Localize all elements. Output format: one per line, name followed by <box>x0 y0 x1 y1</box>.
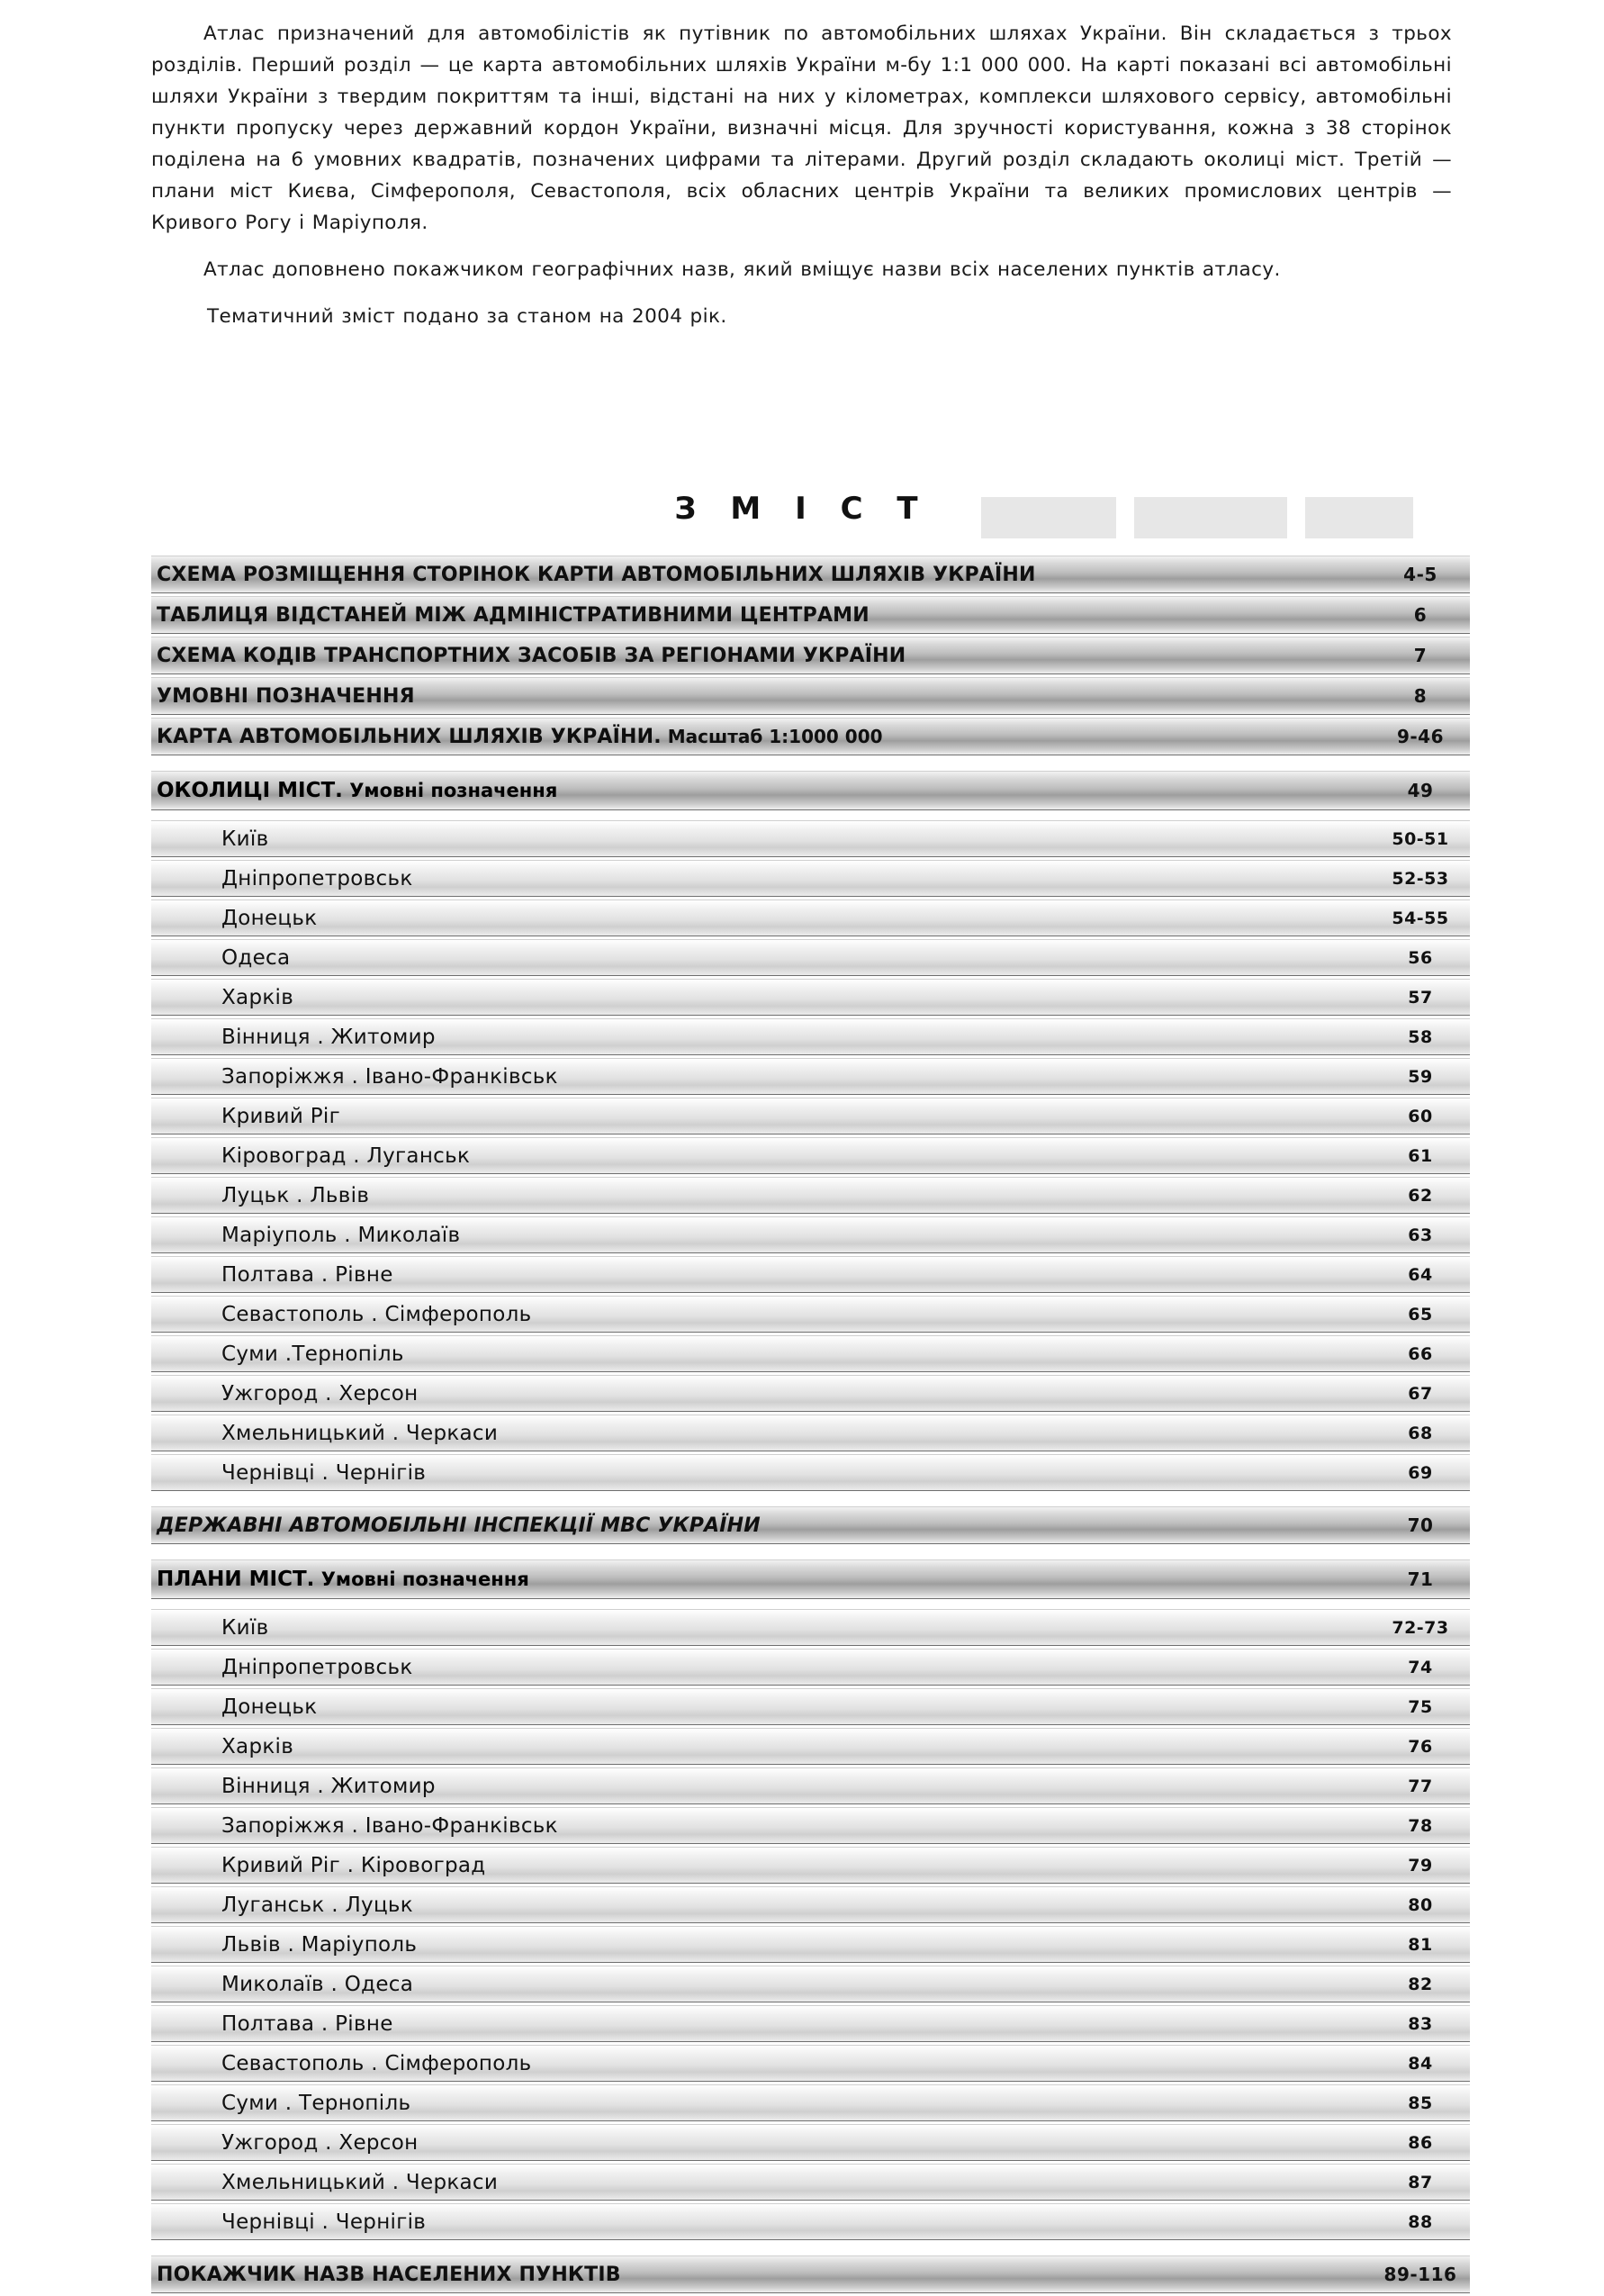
toc-row-label: СХЕМА РОЗМІЩЕННЯ СТОРІНОК КАРТИ АВТОМОБІЛЬНИХ ШЛЯХІВ УКРАЇНИ <box>157 563 1036 586</box>
toc-row-label: Севастополь . Сімферополь <box>221 2051 532 2075</box>
toc-row-pages: 74 <box>1408 1657 1433 1677</box>
toc-row-label: Одеса <box>221 945 291 970</box>
toc-row-pages: 60 <box>1408 1106 1433 1126</box>
toc-row-pages: 63 <box>1408 1225 1433 1245</box>
toc-row-pages: 89-116 <box>1383 2264 1457 2285</box>
toc-row[interactable] <box>151 1847 1470 1884</box>
toc-row[interactable] <box>151 677 1470 715</box>
toc-row-label: Миколаїв . Одеса <box>221 1972 414 1996</box>
toc-row[interactable] <box>151 1256 1470 1293</box>
toc-row-pages: 71 <box>1407 1568 1434 1590</box>
toc-row-pages: 59 <box>1408 1066 1433 1087</box>
toc-row-label: Донецьк <box>221 1695 318 1719</box>
toc-row-pages: 87 <box>1408 2172 1433 2192</box>
toc-row[interactable] <box>151 1335 1470 1372</box>
toc-row-pages: 84 <box>1408 2053 1433 2074</box>
toc-row-pages: 78 <box>1408 1815 1433 1836</box>
contents-list <box>151 556 1470 2296</box>
toc-row-pages: 68 <box>1408 1423 1433 1443</box>
toc-row[interactable] <box>151 2084 1470 2121</box>
toc-row-label: Львів . Маріуполь <box>221 1932 418 1957</box>
toc-row-pages: 66 <box>1408 1343 1433 1364</box>
toc-row-label: ПОКАЖЧИК НАЗВ НАСЕЛЕНИХ ПУНКТІВ <box>157 2263 621 2286</box>
toc-row-pages: 75 <box>1408 1696 1433 1717</box>
toc-row-label: Суми . Тернопіль <box>221 2091 411 2115</box>
toc-row[interactable] <box>151 899 1470 936</box>
toc-row-pages: 62 <box>1408 1185 1433 1206</box>
toc-row-label: Чернівці . Чернігів <box>221 1460 427 1485</box>
toc-row[interactable] <box>151 1506 1470 1544</box>
toc-row-label: Чернівці . Чернігів <box>221 2210 427 2234</box>
toc-row-pages: 50-51 <box>1392 828 1449 849</box>
toc-row-label: Вінниця . Житомир <box>221 1774 436 1798</box>
toc-row-label-sub: Умовні позначення <box>342 780 558 801</box>
toc-row-pages: 72-73 <box>1392 1617 1449 1638</box>
toc-row-label: Дніпропетровськ <box>221 866 413 890</box>
toc-row-pages: 8 <box>1413 685 1428 707</box>
toc-row[interactable] <box>151 1886 1470 1923</box>
toc-row[interactable] <box>151 1807 1470 1844</box>
toc-row-pages: 49 <box>1407 780 1434 801</box>
toc-row-pages: 70 <box>1407 1514 1434 1536</box>
toc-row[interactable] <box>151 1296 1470 1333</box>
toc-row-label: Запоріжжя . Івано-Франківськ <box>221 1064 558 1089</box>
toc-row[interactable] <box>151 1926 1470 1963</box>
toc-row[interactable] <box>151 771 1470 810</box>
toc-row-label: Донецьк <box>221 906 318 930</box>
toc-row[interactable] <box>151 718 1470 755</box>
toc-row-label: Хмельницький . Черкаси <box>221 2170 499 2194</box>
toc-row-pages: 64 <box>1408 1264 1433 1285</box>
toc-row-pages: 86 <box>1408 2132 1433 2153</box>
toc-row-label: Київ <box>221 827 269 851</box>
intro-paragraph-3: Тематичний зміст подано за станом на 2004 рік. <box>207 305 727 328</box>
toc-row-label: Київ <box>221 1615 269 1640</box>
toc-row-pages: 85 <box>1408 2093 1433 2113</box>
toc-row-label: Луганськ . Луцьк <box>221 1893 413 1917</box>
toc-row-label: СХЕМА КОДІВ ТРАНСПОРТНИХ ЗАСОБІВ ЗА РЕГІОНАМИ УКРАЇНИ <box>157 644 906 667</box>
toc-row-pages: 76 <box>1408 1736 1433 1757</box>
toc-row[interactable] <box>151 2124 1470 2161</box>
toc-row[interactable] <box>151 1375 1470 1412</box>
toc-row-pages: 54-55 <box>1392 908 1449 928</box>
toc-row-pages: 81 <box>1408 1934 1433 1955</box>
toc-row-pages: 67 <box>1408 1383 1433 1404</box>
toc-row[interactable] <box>151 1966 1470 2002</box>
toc-row-label: Луцьк . Львів <box>221 1183 370 1207</box>
toc-row-pages: 58 <box>1408 1026 1433 1047</box>
toc-row[interactable] <box>151 820 1470 857</box>
toc-row-pages: 56 <box>1408 947 1433 968</box>
toc-row[interactable] <box>151 2164 1470 2201</box>
toc-row[interactable] <box>151 860 1470 897</box>
toc-row[interactable] <box>151 1177 1470 1214</box>
toc-row[interactable] <box>151 2045 1470 2082</box>
toc-row[interactable] <box>151 1137 1470 1174</box>
toc-row[interactable] <box>151 556 1470 593</box>
toc-row-pages: 79 <box>1408 1855 1433 1876</box>
toc-row-pages: 82 <box>1408 1974 1433 1994</box>
toc-row-label: Запоріжжя . Івано-Франківськ <box>221 1813 558 1838</box>
toc-row-label: Вінниця . Житомир <box>221 1025 436 1049</box>
toc-row-label: УМОВНІ ПОЗНАЧЕННЯ <box>157 684 415 708</box>
toc-row-label: Дніпропетровськ <box>221 1655 413 1679</box>
toc-row-label: Севастополь . Сімферополь <box>221 1302 532 1326</box>
toc-row-pages: 57 <box>1408 987 1433 1008</box>
toc-row[interactable] <box>151 1559 1470 1599</box>
toc-row-label: Полтава . Рівне <box>221 2011 393 2036</box>
toc-row-pages: 69 <box>1408 1462 1433 1483</box>
toc-row-label: Кривий Ріг . Кіровоград <box>221 1853 486 1877</box>
toc-row[interactable] <box>151 2203 1470 2240</box>
toc-row-pages: 61 <box>1408 1145 1433 1166</box>
list-spacer <box>151 758 1470 771</box>
toc-row-pages: 7 <box>1413 645 1428 666</box>
toc-row-label: ДЕРЖАВНІ АВТОМОБІЛЬНІ ІНСПЕКЦІЇ МВС УКРАЇНИ <box>157 1514 761 1537</box>
toc-row[interactable] <box>151 1018 1470 1055</box>
toc-row-label: Хмельницький . Черкаси <box>221 1421 499 1445</box>
toc-row-pages: 77 <box>1408 1776 1433 1796</box>
list-spacer <box>151 813 1470 820</box>
toc-row[interactable] <box>151 596 1470 634</box>
toc-row-label: Харків <box>221 1734 294 1758</box>
intro-paragraph-1: Атлас призначений для автомобілістів як путівник по автомобільних шляхах України. Він складається з трьох розділів. Перший розділ — це карта автомобільних шляхів України м-бу 1:1 000 000. На карті показані всі автомобільні шляхи України з твердим покриттям та інші, відстані на них у кілометрах, комплекси шляхового сервісу, автомобільні пункти пропуску через державний кордон України, визначні місця. Для зручності користування, кожна з 38 сторінок поділена на 6 умовних квадратів, позначених цифрами та літерами. Другий розділ складають околиці міст. Третій — плани міст Києва, Сімферополя, Севастополя, всіх обласних центрів України та великих промислових центрів — Кривого Рогу і Маріуполя. <box>151 23 1452 234</box>
toc-row-label: Полтава . Рівне <box>221 1262 393 1287</box>
intro-text-block <box>151 18 1452 332</box>
toc-row-pages: 88 <box>1408 2211 1433 2232</box>
toc-row-label: ОКОЛИЦІ МІСТ. Умовні позначення <box>157 779 558 802</box>
list-spacer <box>151 1547 1470 1559</box>
toc-row[interactable] <box>151 2255 1470 2293</box>
toc-row[interactable] <box>151 1609 1470 1646</box>
toc-row-pages: 80 <box>1408 1894 1433 1915</box>
toc-row[interactable] <box>151 1058 1470 1095</box>
toc-row-pages: 52-53 <box>1392 868 1449 889</box>
toc-row-label: ПЛАНИ МІСТ. Умовні позначення <box>157 1568 529 1591</box>
toc-row-label-sub: Умовні позначення <box>314 1568 529 1590</box>
toc-row[interactable] <box>151 1767 1470 1804</box>
toc-row-pages: 4-5 <box>1403 564 1437 585</box>
list-spacer <box>151 1602 1470 1609</box>
toc-row-label: КАРТА АВТОМОБІЛЬНИХ ШЛЯХІВ УКРАЇНИ. Масштаб 1:1000 000 <box>157 725 883 748</box>
toc-row-pages: 83 <box>1408 2013 1433 2034</box>
toc-row-label: Кіровоград . Луганськ <box>221 1143 471 1168</box>
toc-row[interactable] <box>151 979 1470 1016</box>
list-spacer <box>151 2243 1470 2255</box>
toc-row-pages: 6 <box>1413 604 1428 626</box>
list-spacer <box>151 1494 1470 1506</box>
toc-row[interactable] <box>151 1098 1470 1134</box>
toc-row-pages: 65 <box>1408 1304 1433 1324</box>
intro-paragraph-2: Атлас доповнено покажчиком географічних назв, який вміщує назви всіх населених пунктів атласу. <box>203 258 1281 281</box>
toc-row-label: Харків <box>221 985 294 1009</box>
toc-row-label: Кривий Ріг <box>221 1104 340 1128</box>
toc-row-label: Суми .Тернопіль <box>221 1342 404 1366</box>
toc-row[interactable] <box>151 1649 1470 1686</box>
toc-row-label: Ужгород . Херсон <box>221 1381 419 1406</box>
toc-row[interactable] <box>151 1216 1470 1253</box>
toc-row-label: ТАБЛИЦЯ ВІДСТАНЕЙ МІЖ АДМІНІСТРАТИВНИМИ ЦЕНТРАМИ <box>157 603 870 627</box>
toc-row-label-sub: Масштаб 1:1000 000 <box>661 725 883 747</box>
toc-row-label: Маріуполь . Миколаїв <box>221 1223 461 1247</box>
toc-row[interactable] <box>151 1688 1470 1725</box>
toc-row[interactable] <box>151 1454 1470 1491</box>
toc-row-label: Ужгород . Херсон <box>221 2130 419 2155</box>
toc-row[interactable] <box>151 637 1470 674</box>
toc-row[interactable] <box>151 939 1470 976</box>
toc-row[interactable] <box>151 1728 1470 1765</box>
toc-row[interactable] <box>151 2005 1470 2042</box>
contents-title: З М І С Т <box>674 491 930 527</box>
toc-row[interactable] <box>151 1415 1470 1451</box>
toc-row-pages: 9-46 <box>1396 726 1445 747</box>
